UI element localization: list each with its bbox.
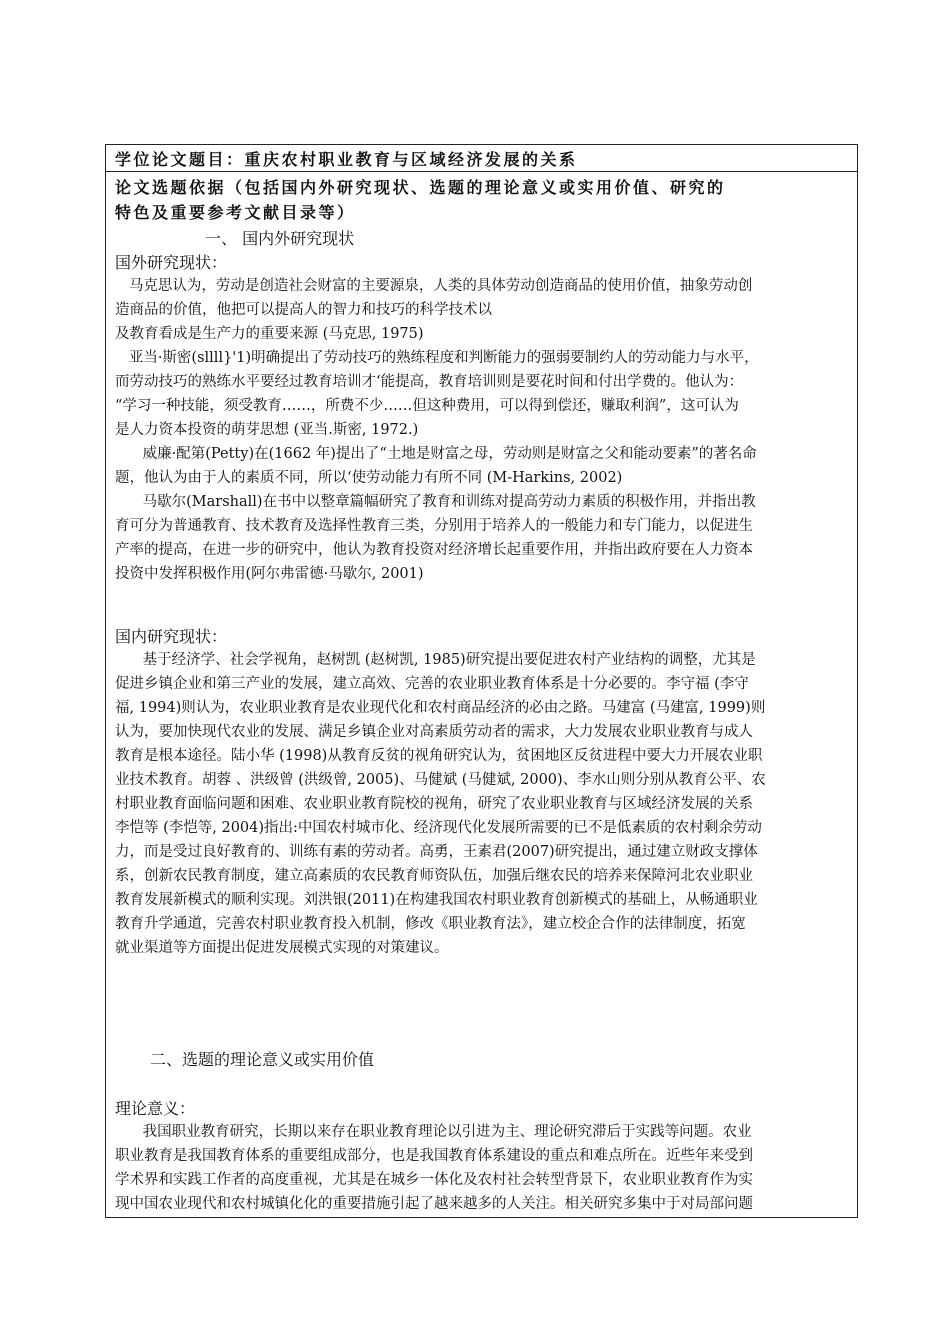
theory-significance-paragraph xyxy=(115,1120,850,1216)
text-line: 职业教育是我国教育体系的重要组成部分，也是我国教育体系建设的重点和难点所在。近些年来受到 xyxy=(115,1148,753,1164)
text-line: 系，创新农民教育制度，建立高素质的农民教育师资队伍，加强后继农民的培养来保障河北农业职业 xyxy=(115,868,753,884)
text-line: 题，他认为由于人的素质不同，所以‘使劳动能力有所不同 (M-Harkins, 2002) xyxy=(115,470,623,486)
text-line: 育可分为普通教育、技术教育及选择性教育三类，分别用于培养人的一般能力和专门能力，以促进生 xyxy=(115,518,753,534)
foreign-research-label: 国外研究现状： xyxy=(115,253,228,272)
text-line: 基于经济学、社会学视角，赵树凯 (赵树凯, 1985)研究提出要促进农村产业结构的调整，尤其是 xyxy=(115,652,756,668)
text-line: 教育发展新模式的顺利实现。刘洪银(2011)在构建我国农村职业教育创新模式的基础上，从畅通职业 xyxy=(115,892,758,908)
basis-heading-line1: 论文选题依据（包括国内外研究现状、选题的理论意义或实用价值、研究的 xyxy=(115,178,726,197)
basis-heading-line2: 特色及重要参考文献目录等） xyxy=(115,203,356,222)
domestic-research-paragraph xyxy=(115,648,850,960)
text-line: 是人力资本投资的萌芽思想 (亚当.斯密, 1972.) xyxy=(115,422,419,438)
text-line: 力，而是受过良好教育的、训练有素的劳动者。高勇，王素君(2007)研究提出，通过建立财政支撑体 xyxy=(115,844,758,860)
table-row-divider xyxy=(105,171,858,172)
section2-heading: 二、选题的理论意义或实用价值 xyxy=(150,1050,375,1069)
foreign-research-paragraphs xyxy=(115,274,850,586)
text-line: 我国职业教育研究，长期以来存在职业教育理论以引进为主、理论研究滞后于实践等问题。农业 xyxy=(115,1124,752,1140)
text-line: 现中国农业现代和农村城镇化化的重要措施引起了越来越多的人关注。相关研究多集中于对局部问题 xyxy=(115,1196,753,1212)
section1-heading: 一、 国内外研究现状 xyxy=(205,229,355,248)
text-line: 投资中发挥积极作用(阿尔弗雷德·马歇尔, 2001) xyxy=(115,566,424,582)
text-line: 马歇尔(Marshall)在书中以整章篇幅研究了教育和训练对提高劳动力素质的积极作用，并指出教 xyxy=(115,494,756,510)
text-line: 就业渠道等方面提出促进发展模式实现的对策建议。 xyxy=(115,940,449,956)
text-line: 产率的提高，在进一步的研究中，他认为教育投资对经济增长起重要作用，并指出政府要在人力资本 xyxy=(115,542,753,558)
text-line: 造商品的价值，他把可以提高人的智力和技巧的科学技术以 xyxy=(115,302,492,318)
text-line: 李恺等 (李恺等, 2004)指出:中国农村城市化、经济现代化发展所需要的已不是低素质的农村剩余劳动 xyxy=(115,820,762,836)
theory-significance-label: 理论意义： xyxy=(115,1099,196,1118)
text-line: 认为，要加快现代农业的发展、满足乡镇企业对高素质劳动者的需求，大力发展农业职业教育与成人 xyxy=(115,724,753,740)
text-line: 及教育看成是生产力的重要来源 (马克思, 1975) xyxy=(115,326,424,342)
text-line: 威廉·配第(Petty)在(1662 年)提出了“土地是财富之母，劳动则是财富之父和能动要素”的著名命 xyxy=(115,446,757,462)
text-line: 教育是根本途径。陆小华 (1998)从教育反贫的视角研究认为，贫困地区反贫进程中要大力开展农业职 xyxy=(115,748,763,764)
text-line: 学术界和实践工作者的高度重视，尤其是在城乡一体化及农村社会转型背景下，农业职业教育作为实 xyxy=(115,1172,753,1188)
text-line: 促进乡镇企业和第三产业的发展，建立高效、完善的农业职业教育体系是十分必要的。李守福 (李守 xyxy=(115,676,749,692)
domestic-research-label: 国内研究现状： xyxy=(115,627,228,646)
text-line: 马克思认为，劳动是创造社会财富的主要源泉，人类的具体劳动创造商品的使用价值，抽象劳动创 xyxy=(115,278,753,294)
thesis-title-row: 学位论文题目：重庆农村职业教育与区域经济发展的关系 xyxy=(115,150,578,169)
text-line: 亚当·斯密(sllll}'1)明确提出了劳动技巧的熟练程度和判断能力的强弱要制约人的劳动能力与水平， xyxy=(115,350,759,366)
text-line: 教育升学通道，完善农村职业教育投入机制，修改《职业教育法》，建立校企合作的法律制度，拓宽 xyxy=(115,916,746,932)
text-line: 福, 1994)则认为，农业职业教育是农业现代化和农村商品经济的必由之路。马建富 (马建富, 1999)则 xyxy=(115,700,766,716)
text-line: 村职业教育面临问题和困难、农业职业教育院校的视角，研究了农业职业教育与区域经济发展的关系 xyxy=(115,796,753,812)
text-line: “学习一种技能，须受教育……，所费不少……但这种费用，可以得到偿还，赚取利润”，这可认为 xyxy=(115,398,739,414)
text-line: 业技术教育。胡蓉 、洪级曾 (洪级曾, 2005)、马健斌 (马健斌, 2000)、李水山则分别从教育公平、农 xyxy=(115,772,766,788)
text-line: 而劳动技巧的熟练水平要经过教育培训才‘能提高，教育培训则是要花时间和付出学费的。他认为： xyxy=(115,374,744,390)
